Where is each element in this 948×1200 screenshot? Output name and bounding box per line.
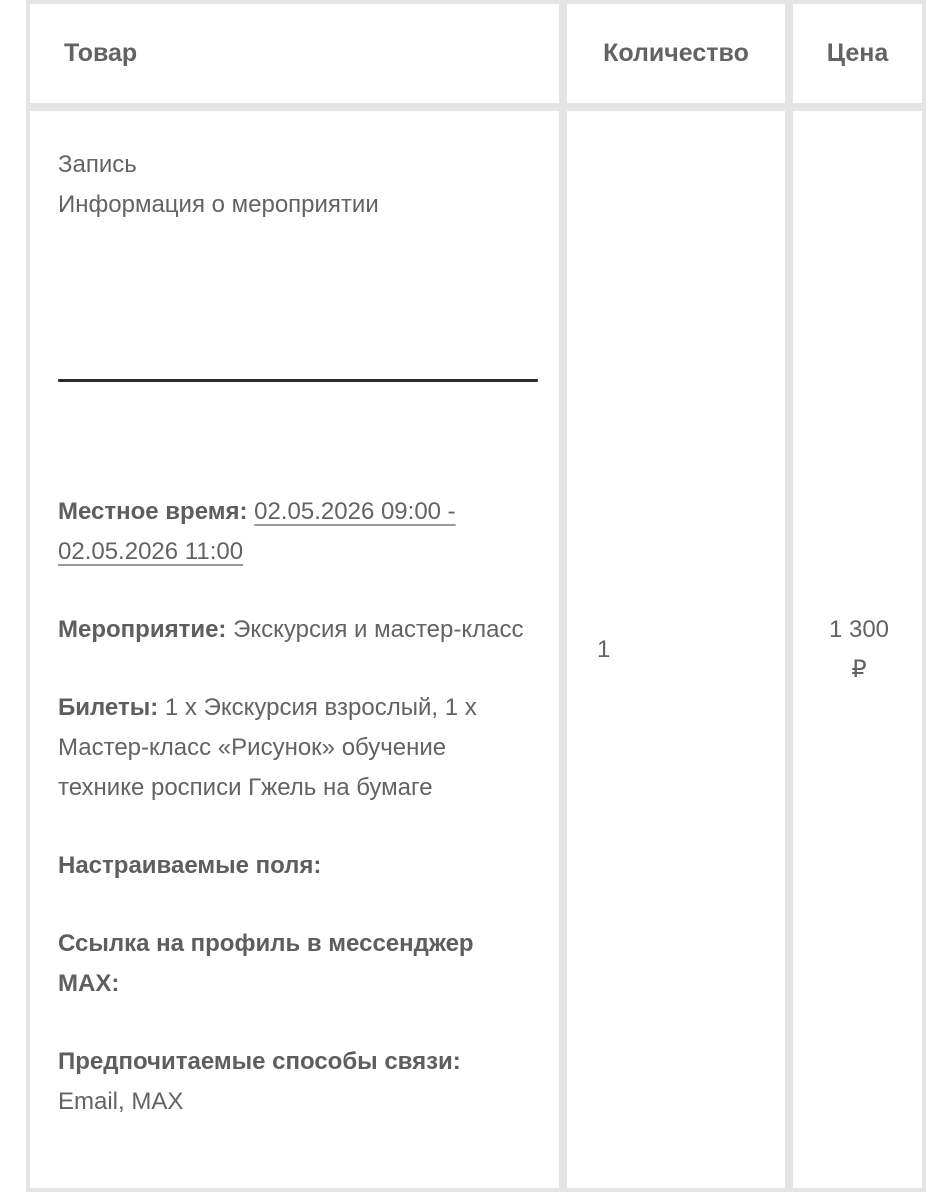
max-link-label: Ссылка на профиль в мессенджер MAX: [58,930,474,997]
event-value: Экскурсия и мастер-класс [233,616,524,643]
tickets-value: 1 x Экскурсия взрослый, 1 x Мастер-класс «Рисунок» обучение технике росписи Гжель на бумаге [58,694,477,801]
custom-fields-label: Настраиваемые поля: [58,852,322,879]
table-row [26,107,926,1192]
quantity-column-header: Количество [563,0,789,107]
price-cell [789,107,926,1192]
local-time-label: Местное время: [58,498,248,525]
tickets-label: Билеты: [58,694,159,721]
local-time-field [58,492,537,572]
table-header-row [26,0,926,107]
price-column-header: Цена [789,0,926,107]
product-cell [26,107,563,1192]
product-title: Запись [58,151,137,178]
quantity-cell [563,107,789,1192]
order-items-table [26,0,926,1192]
quantity-value: 1 [597,635,611,663]
custom-fields-field [58,846,537,886]
event-info-heading: Информация о мероприятии [58,191,379,218]
divider-line [58,379,538,382]
event-field [58,610,537,650]
event-label: Мероприятие: [58,616,227,643]
booking-details [58,492,537,1122]
tickets-field [58,688,537,808]
max-link-field [58,924,537,1004]
contact-methods-label: Предпочитаемые способы связи: [58,1048,461,1075]
contact-methods-value: Email, MAX [58,1088,184,1115]
price-value: 1 300 ₽ [828,615,890,683]
local-time-link[interactable]: 02.05.2026 09:00 - 02.05.2026 11:00 [58,498,456,565]
contact-methods-field [58,1042,537,1122]
product-column-header: Товар [26,0,563,107]
